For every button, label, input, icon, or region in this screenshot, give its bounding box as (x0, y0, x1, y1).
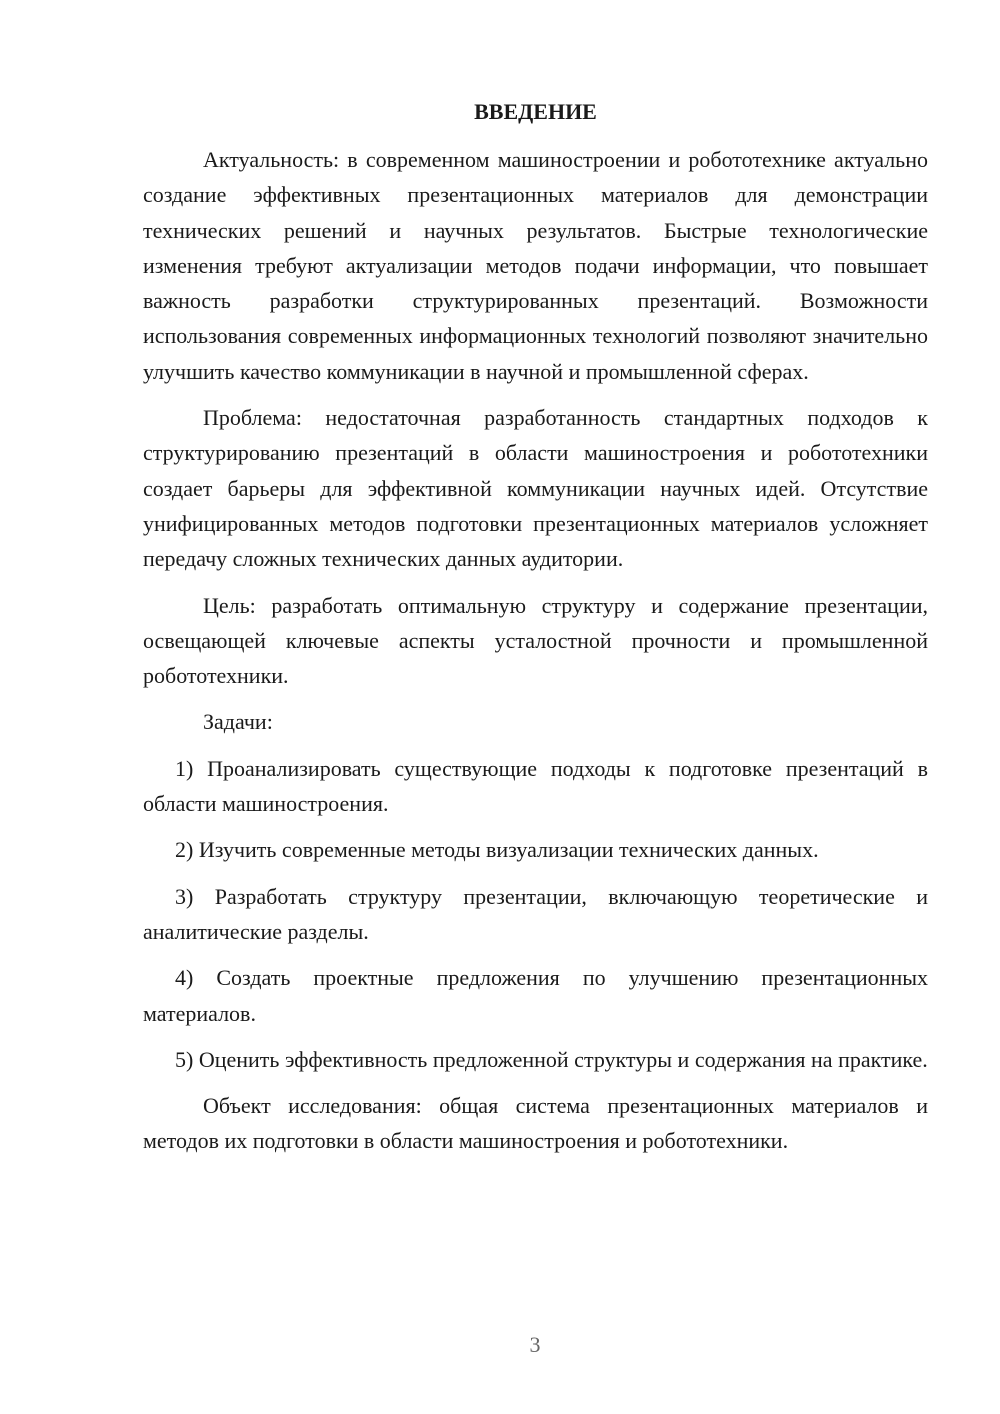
task-item-1: 1) Проанализировать существующие подходы к подготовке презентаций в области машиностроения. (143, 755, 928, 817)
paragraph-goal: Цель: разработать оптимальную структуру и содержание презентации, освещающей ключевые аспекты усталостной прочности и промышленной робототехники. (143, 592, 928, 689)
task-item-5: 5) Оценить эффективность предложенной структуры и содержания на практике. (175, 1046, 928, 1072)
paragraph-tasks-heading: Задачи: (203, 709, 273, 735)
page-number: 3 (529, 1332, 541, 1357)
page-title: ВВЕДЕНИЕ (474, 99, 597, 124)
paragraph-problem: Проблема: недостаточная разработанность стандартных подходов к структурированию презентаций в области машиностроения и робототехники создает барьеры для эффективной коммуникации научных идей. Отсутствие унифицированных методов подготовки презентационных материалов усложняет передачу сложных технических данных аудитории. (143, 405, 928, 572)
task-item-2: 2) Изучить современные методы визуализации технических данных. (175, 837, 819, 863)
paragraph-object: Объект исследования: общая система презентационных материалов и методов их подготовки в области машиностроения и робототехники. (143, 1093, 928, 1154)
task-item-3: 3) Разработать структуру презентации, включающую теоретические и аналитические разделы. (143, 883, 928, 944)
paragraph-relevance: Актуальность: в современном машиностроении и робототехнике актуально создание эффективных презентационных материалов для демонстрации технических решений и научных результатов. Быстрые технологические изменения требуют актуализации методов подачи информации, что повышает важность разработки структурированных презентаций. Возможности использования современных информационных технологий позволяют значительно улучшить качество коммуникации в научной и промышленной сферах. (143, 147, 928, 384)
task-item-4: 4) Создать проектные предложения по улучшению презентационных материалов. (143, 965, 928, 1026)
document-body (143, 94, 928, 1159)
